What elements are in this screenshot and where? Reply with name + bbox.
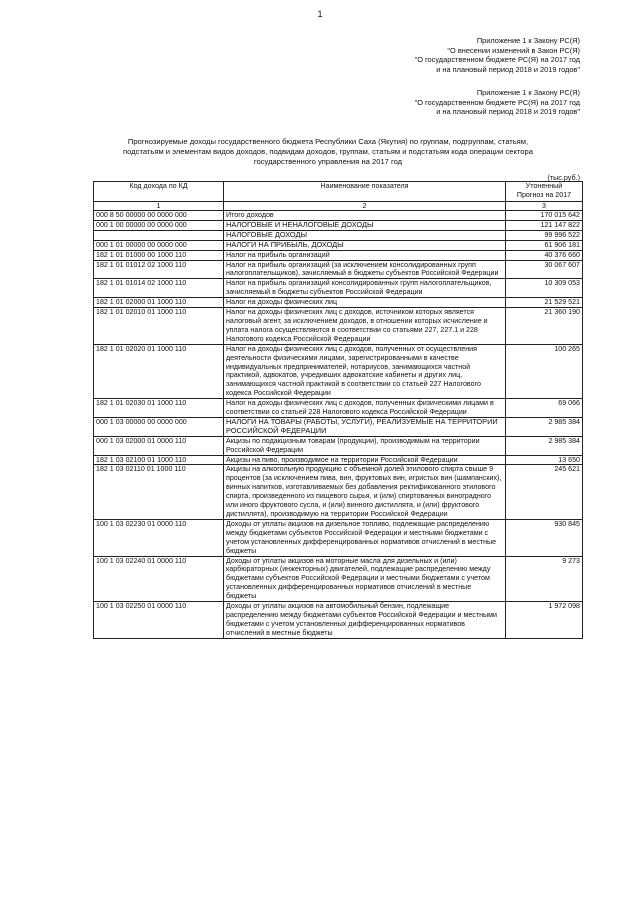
row-amount: 69 066 <box>506 399 583 418</box>
table-row <box>94 230 583 240</box>
row-amount: 170 015 642 <box>506 211 583 221</box>
row-amount: 40 376 660 <box>506 250 583 260</box>
row-amount: 1 972 098 <box>506 602 583 639</box>
row-name: Налог на доходы физических лиц с доходов, источником которых является налоговый агент, за исключением доходов, в отношении которых исчисление и уплата налога осуществляются в соответствии со статьями 227, 227.1 и 228 Налогового кодекса Российской Федерации <box>224 308 506 345</box>
header-amount <box>506 182 583 202</box>
column-number: 1 <box>94 202 224 211</box>
table-row <box>94 399 583 418</box>
document-title-line: Прогнозируемые доходы государственного бюджета Республики Саха (Якутия) по группам, подгруппам, статьям, <box>127 137 529 146</box>
appendix-note-2 <box>415 88 580 117</box>
table-row <box>94 417 583 436</box>
row-name: Доходы от уплаты акцизов на автомобильный бензин, подлежащие распределению между бюджетами субъектов Российской Федерации и местными бюджетами с учетом установленных дифференцированных нормативов отчислений в местные бюджеты <box>224 602 506 639</box>
document-title-line: подстатьям и элементам видов доходов, подвидам доходов, группам, статьям и подстатьям кода операции сектора <box>123 147 533 156</box>
row-amount: 9 273 <box>506 556 583 602</box>
appendix-note-1 <box>415 36 580 74</box>
row-code: 182 1 01 02000 01 1000 110 <box>94 298 224 308</box>
appendix-note-1-line: "О внесении изменений в Закон РС(Я) <box>447 45 580 55</box>
row-code: 182 1 03 02110 01 1000 110 <box>94 465 224 519</box>
row-name: Налог на прибыль организаций <box>224 250 506 260</box>
header-name: Наименование показателя <box>224 182 506 202</box>
appendix-note-1-line: "О государственном бюджете РС(Я) на 2017 год <box>414 55 580 65</box>
row-code: 100 1 03 02230 01 0000 110 <box>94 519 224 556</box>
row-amount: 13 650 <box>506 455 583 465</box>
table-row <box>94 308 583 345</box>
row-name: Акцизы на алкогольную продукцию с объемной долей этилового спирта свыше 9 процентов (за исключением пива, вин, фруктовых вин, игристых вин (шампанских), винных напитков, изготавливаемых без добавления ректификованного этилового спирта, произведенного из пищевого сырья, и (или) спиртованных виноградного или иного фруктового сусла, и (или) винного дистиллята, и (или) фруктового дистиллята), производимую на территории Российской Федерации <box>224 465 506 519</box>
row-name: Акцизы на пиво, производимое на территории Российской Федерации <box>224 455 506 465</box>
table-row <box>94 298 583 308</box>
row-name: Доходы от уплаты акцизов на моторные масла для дизельных и (или) карбюраторных (инжекторных) двигателей, подлежащие распределению между бюджетами субъектов Российской Федерации и местными бюджетами с учетом установленных дифференцированных нормативов отчислений в местные бюджеты <box>224 556 506 602</box>
appendix-note-2-line: и на плановый период 2018 и 2019 годов" <box>436 107 580 117</box>
row-name: Налог на доходы физических лиц <box>224 298 506 308</box>
revenue-table <box>93 181 583 639</box>
table-row <box>94 556 583 602</box>
row-amount: 245 621 <box>506 465 583 519</box>
row-name: НАЛОГОВЫЕ ДОХОДЫ <box>224 230 506 240</box>
row-name: Итого доходов <box>224 211 506 221</box>
row-code: 182 1 01 02030 01 1000 110 <box>94 399 224 418</box>
table-row <box>94 455 583 465</box>
row-code: 000 1 03 02000 01 0000 110 <box>94 436 224 455</box>
table-row <box>94 519 583 556</box>
table-row <box>94 279 583 298</box>
document-title-line: государственного управления на 2017 год <box>253 157 403 166</box>
table-row <box>94 220 583 230</box>
row-amount: 10 309 053 <box>506 279 583 298</box>
header-amount-line-2: Прогноз на 2017 <box>516 190 572 199</box>
row-name: НАЛОГИ НА ПРИБЫЛЬ, ДОХОДЫ <box>224 240 506 250</box>
row-amount: 30 067 607 <box>506 260 583 279</box>
row-name: Налог на прибыль организаций (за исключением консолидированных групп налогоплательщиков), зачисляемый в бюджеты субъектов Российской Федерации <box>224 260 506 279</box>
appendix-note-1-line: и на плановый период 2018 и 2019 годов" <box>436 64 580 74</box>
row-code: 182 1 01 01014 02 1000 110 <box>94 279 224 298</box>
row-amount: 100 265 <box>506 344 583 398</box>
row-code: 000 1 01 00000 00 0000 000 <box>94 240 224 250</box>
row-name: Доходы от уплаты акцизов на дизельное топливо, подлежащие распределению между бюджетами субъектов Российской Федерации и местными бюджетами с учетом установленных дифференцированных нормативов отчислений в местные бюджеты <box>224 519 506 556</box>
row-name: Налог на прибыль организаций консолидированных групп налогоплательщиков, зачисляемый в бюджеты субъектов Российской Федерации <box>224 279 506 298</box>
row-code: 182 1 01 01000 00 1000 110 <box>94 250 224 260</box>
column-number: 2 <box>224 202 506 211</box>
row-code: 182 1 03 02100 01 1000 110 <box>94 455 224 465</box>
appendix-note-2-line: Приложение 1 к Закону РС(Я) <box>476 88 580 97</box>
header-code: Код дохода по КД <box>94 182 224 202</box>
table-row <box>94 250 583 260</box>
row-amount: 2 985 384 <box>506 417 583 436</box>
row-name: Налог на доходы физических лиц с доходов, полученных физическими лицами в соответствии со статьей 228 Налогового кодекса Российской Федерации <box>224 399 506 418</box>
table-header-row <box>94 182 583 202</box>
page-number: 1 <box>317 9 323 19</box>
table-row <box>94 260 583 279</box>
row-name: Акцизы по подакцизным товарам (продукции), производимым на территории Российской Федерации <box>224 436 506 455</box>
document-title <box>68 137 588 167</box>
row-amount: 21 360 190 <box>506 308 583 345</box>
appendix-note-2-line: "О государственном бюджете РС(Я) на 2017 год <box>414 97 580 107</box>
row-amount: 121 147 822 <box>506 220 583 230</box>
row-code: 100 1 03 02250 01 0000 110 <box>94 602 224 639</box>
row-amount: 21 529 521 <box>506 298 583 308</box>
table-row <box>94 465 583 519</box>
row-name: НАЛОГИ НА ТОВАРЫ (РАБОТЫ, УСЛУГИ), РЕАЛИЗУЕМЫЕ НА ТЕРРИТОРИИ РОССИЙСКОЙ ФЕДЕРАЦИИ <box>224 417 506 436</box>
table-row <box>94 602 583 639</box>
row-code: 000 1 00 00000 00 0000 000 <box>94 220 224 230</box>
row-code: 182 1 01 01012 02 1000 110 <box>94 260 224 279</box>
row-code: 000 1 03 00000 00 0000 000 <box>94 417 224 436</box>
table-row <box>94 436 583 455</box>
units-label: (тыс.руб.) <box>547 173 580 182</box>
table-row <box>94 344 583 398</box>
row-code <box>94 230 224 240</box>
header-amount-line-1: Утоненный <box>525 182 563 190</box>
row-amount: 61 906 181 <box>506 240 583 250</box>
row-code: 100 1 03 02240 01 0000 110 <box>94 556 224 602</box>
row-code: 182 1 01 02010 01 1000 110 <box>94 308 224 345</box>
row-code: 182 1 01 02020 01 1000 110 <box>94 344 224 398</box>
column-number-row <box>94 202 583 211</box>
appendix-note-1-line: Приложение 1 к Закону РС(Я) <box>476 36 580 45</box>
column-number: 3 <box>506 202 583 211</box>
table-row <box>94 240 583 250</box>
row-code: 000 8 50 00000 00 0000 000 <box>94 211 224 221</box>
row-amount: 99 996 522 <box>506 230 583 240</box>
row-amount: 930 845 <box>506 519 583 556</box>
table-row <box>94 211 583 221</box>
row-amount: 2 985 384 <box>506 436 583 455</box>
row-name: НАЛОГОВЫЕ И НЕНАЛОГОВЫЕ ДОХОДЫ <box>224 220 506 230</box>
row-name: Налог на доходы физических лиц с доходов, полученных от осуществления деятельности физическими лицами, зарегистрированными в качестве индивидуальных предпринимателей, нотариусов, занимающихся частной практикой, адвокатов, учредивших адвокатские кабинеты и других лиц, занимающихся частной практикой в соответствии со статьей 227 Налогового кодекса Российской Федерации <box>224 344 506 398</box>
